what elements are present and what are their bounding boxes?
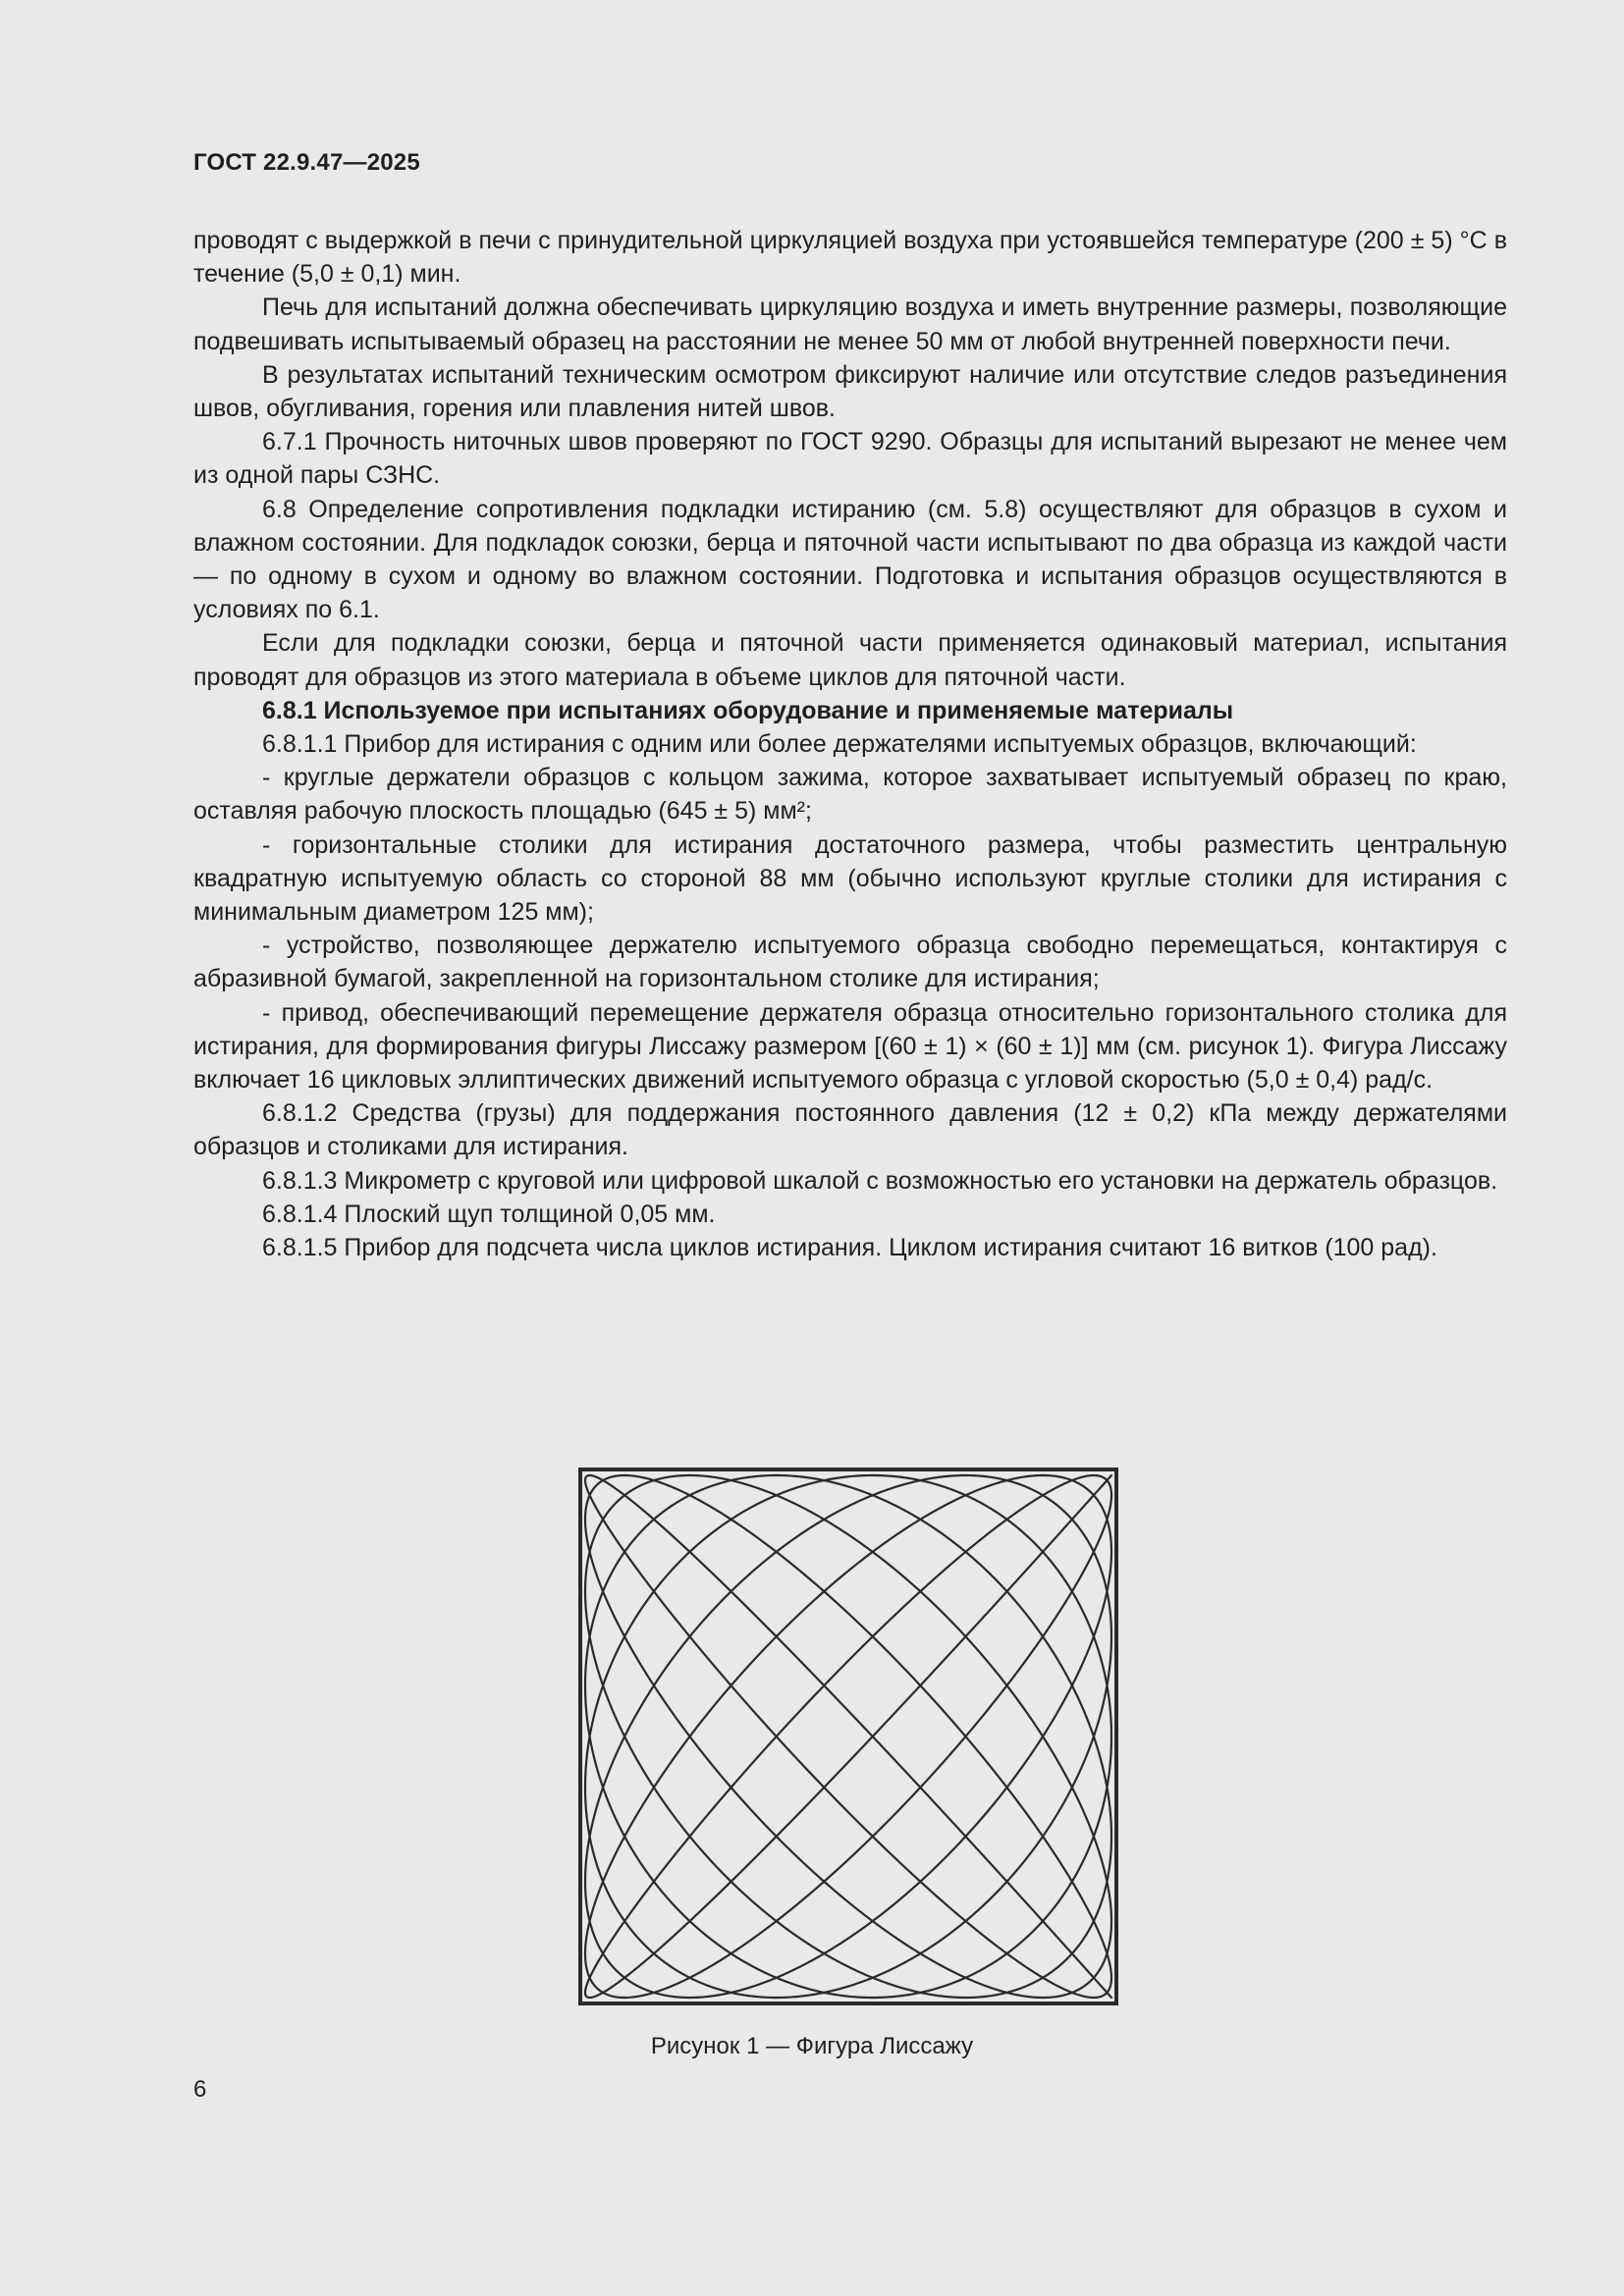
lissajous-curve <box>585 1475 1111 1998</box>
body-text <box>193 224 1507 1264</box>
paragraph: В результатах испытаний техническим осмотром фиксируют наличие или отсутствие следов разъединения швов, обугливания, горения или плавления нитей швов. <box>193 360 1507 423</box>
list-item: - устройство, позволяющее держателю испытуемого образца свободно перемещаться, контактируя с абразивной бумагой, закрепленной на горизонтальном столике для истирания; <box>193 932 1507 993</box>
paragraph: 6.8.1.4 Плоский щуп толщиной 0,05 мм. <box>262 1200 716 1228</box>
paragraph: Печь для испытаний должна обеспечивать циркуляцию воздуха и иметь внутренние размеры, позволяющие подвешивать испытываемый образец на расстоянии не менее 50 мм от любой внутренней поверхности печи. <box>193 294 1507 355</box>
lissajous-figure-drawing <box>578 1468 1118 2005</box>
lissajous-figure <box>578 1468 1118 2005</box>
list-item: - круглые держатели образцов с кольцом зажима, которое захватывает испытуемый образец по краю, оставляя рабочую плоскость площадью (645 ± 5) мм²; <box>193 764 1507 826</box>
figure-caption: Рисунок 1 — Фигура Лиссажу <box>650 2033 974 2059</box>
figure-frame <box>580 1469 1116 2003</box>
paragraph: 6.8.1.2 Средства (грузы) для поддержания постоянного давления (12 ± 0,2) кПа между держателями образцов и столиками для истирания. <box>193 1099 1507 1161</box>
section-heading: 6.8.1 Используемое при испытаниях оборудование и применяемые материалы <box>262 696 1234 724</box>
list-item: - горизонтальные столики для истирания достаточного размера, чтобы разместить центральную квадратную испытуемую область со стороной 88 мм (обычно используют круглые столики для истирания с минимальным диаметром 125 мм); <box>193 830 1507 927</box>
paragraph: 6.7.1 Прочность ниточных швов проверяют по ГОСТ 9290. Образцы для испытаний вырезают не менее чем из одной пары СЗНС. <box>193 428 1507 490</box>
paragraph: 6.8.1.3 Микрометр с круговой или цифровой шкалой с возможностью его установки на держатель образцов. <box>262 1166 1498 1195</box>
list-item: - привод, обеспечивающий перемещение держателя образца относительно горизонтального столика для истирания, для формирования фигуры Лиссажу размером [(60 ± 1) × (60 ± 1)] мм (см. рисунок 1). Фигура Лиссажу включает 16 цикловых эллиптических движений испытуемого образца с угловой скоростью (5,0 ± 0,4) рад/с. <box>193 998 1507 1095</box>
paragraph: 6.8 Определение сопротивления подкладки истиранию (см. 5.8) осуществляют для образцов в сухом и влажном состоянии. Для подкладок союзки, берца и пяточной части испытывают по два образца из каждой части — по одному в сухом и одному во влажном состоянии. Подготовка и испытания образцов осуществляются в условиях по 6.1. <box>193 495 1507 624</box>
document-header: ГОСТ 22.9.47—2025 <box>193 149 420 176</box>
paragraph: 6.8.1.1 Прибор для истирания с одним или более держателями испытуемых образцов, включающий: <box>262 730 1417 759</box>
paragraph: Если для подкладки союзки, берца и пяточной части применяется одинаковый материал, испытания проводят для образцов из этого материала в объеме циклов для пяточной части. <box>193 629 1507 691</box>
paragraph: проводят с выдержкой в печи с принудительной циркуляцией воздуха при устоявшейся температуре (200 ± 5) °С в течение (5,0 ± 0,1) мин. <box>193 227 1507 289</box>
paragraph: 6.8.1.5 Прибор для подсчета числа циклов истирания. Циклом истирания считают 16 витков (100 рад). <box>262 1234 1437 1262</box>
page-number: 6 <box>193 2076 207 2103</box>
